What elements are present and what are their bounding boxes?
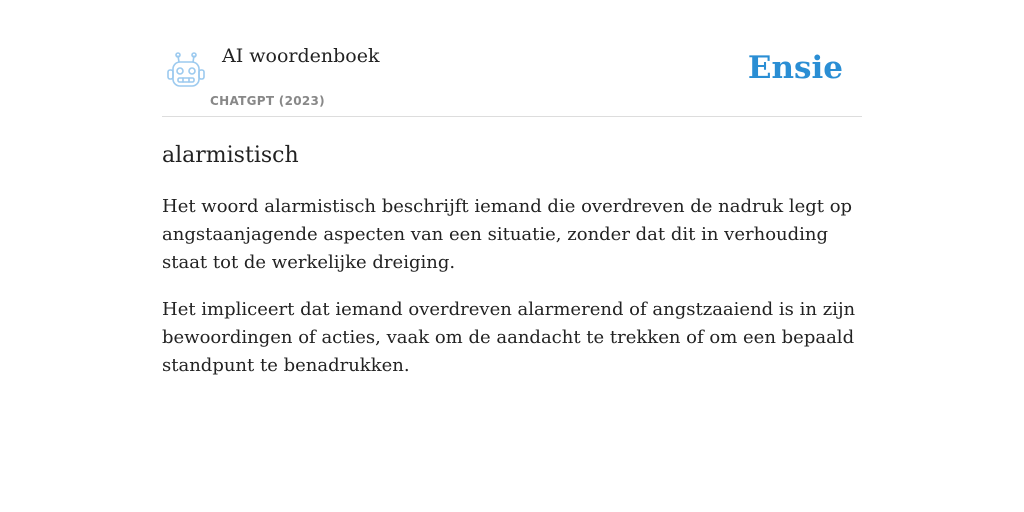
header bbox=[162, 0, 862, 117]
page bbox=[162, 0, 862, 380]
app-title: AI woordenboek bbox=[222, 45, 380, 67]
app-subtitle: CHATGPT (2023) bbox=[210, 94, 325, 108]
robot-icon bbox=[166, 52, 206, 90]
brand-logo[interactable]: Ensie bbox=[747, 50, 843, 86]
definition-paragraph: Het impliceert dat iemand overdreven alarmerend of angstzaaiend is in zijn bewoordingen of acties, vaak om de aandacht te trekken of om een bepaald standpunt te benadrukken. bbox=[162, 299, 856, 376]
word-title: alarmistisch bbox=[162, 143, 299, 168]
definition-paragraph: Het woord alarmistisch beschrijft iemand die overdreven de nadruk legt op angstaanjagende aspecten van een situatie, zonder dat dit in verhouding staat tot de werkelijke dreiging. bbox=[162, 196, 853, 273]
